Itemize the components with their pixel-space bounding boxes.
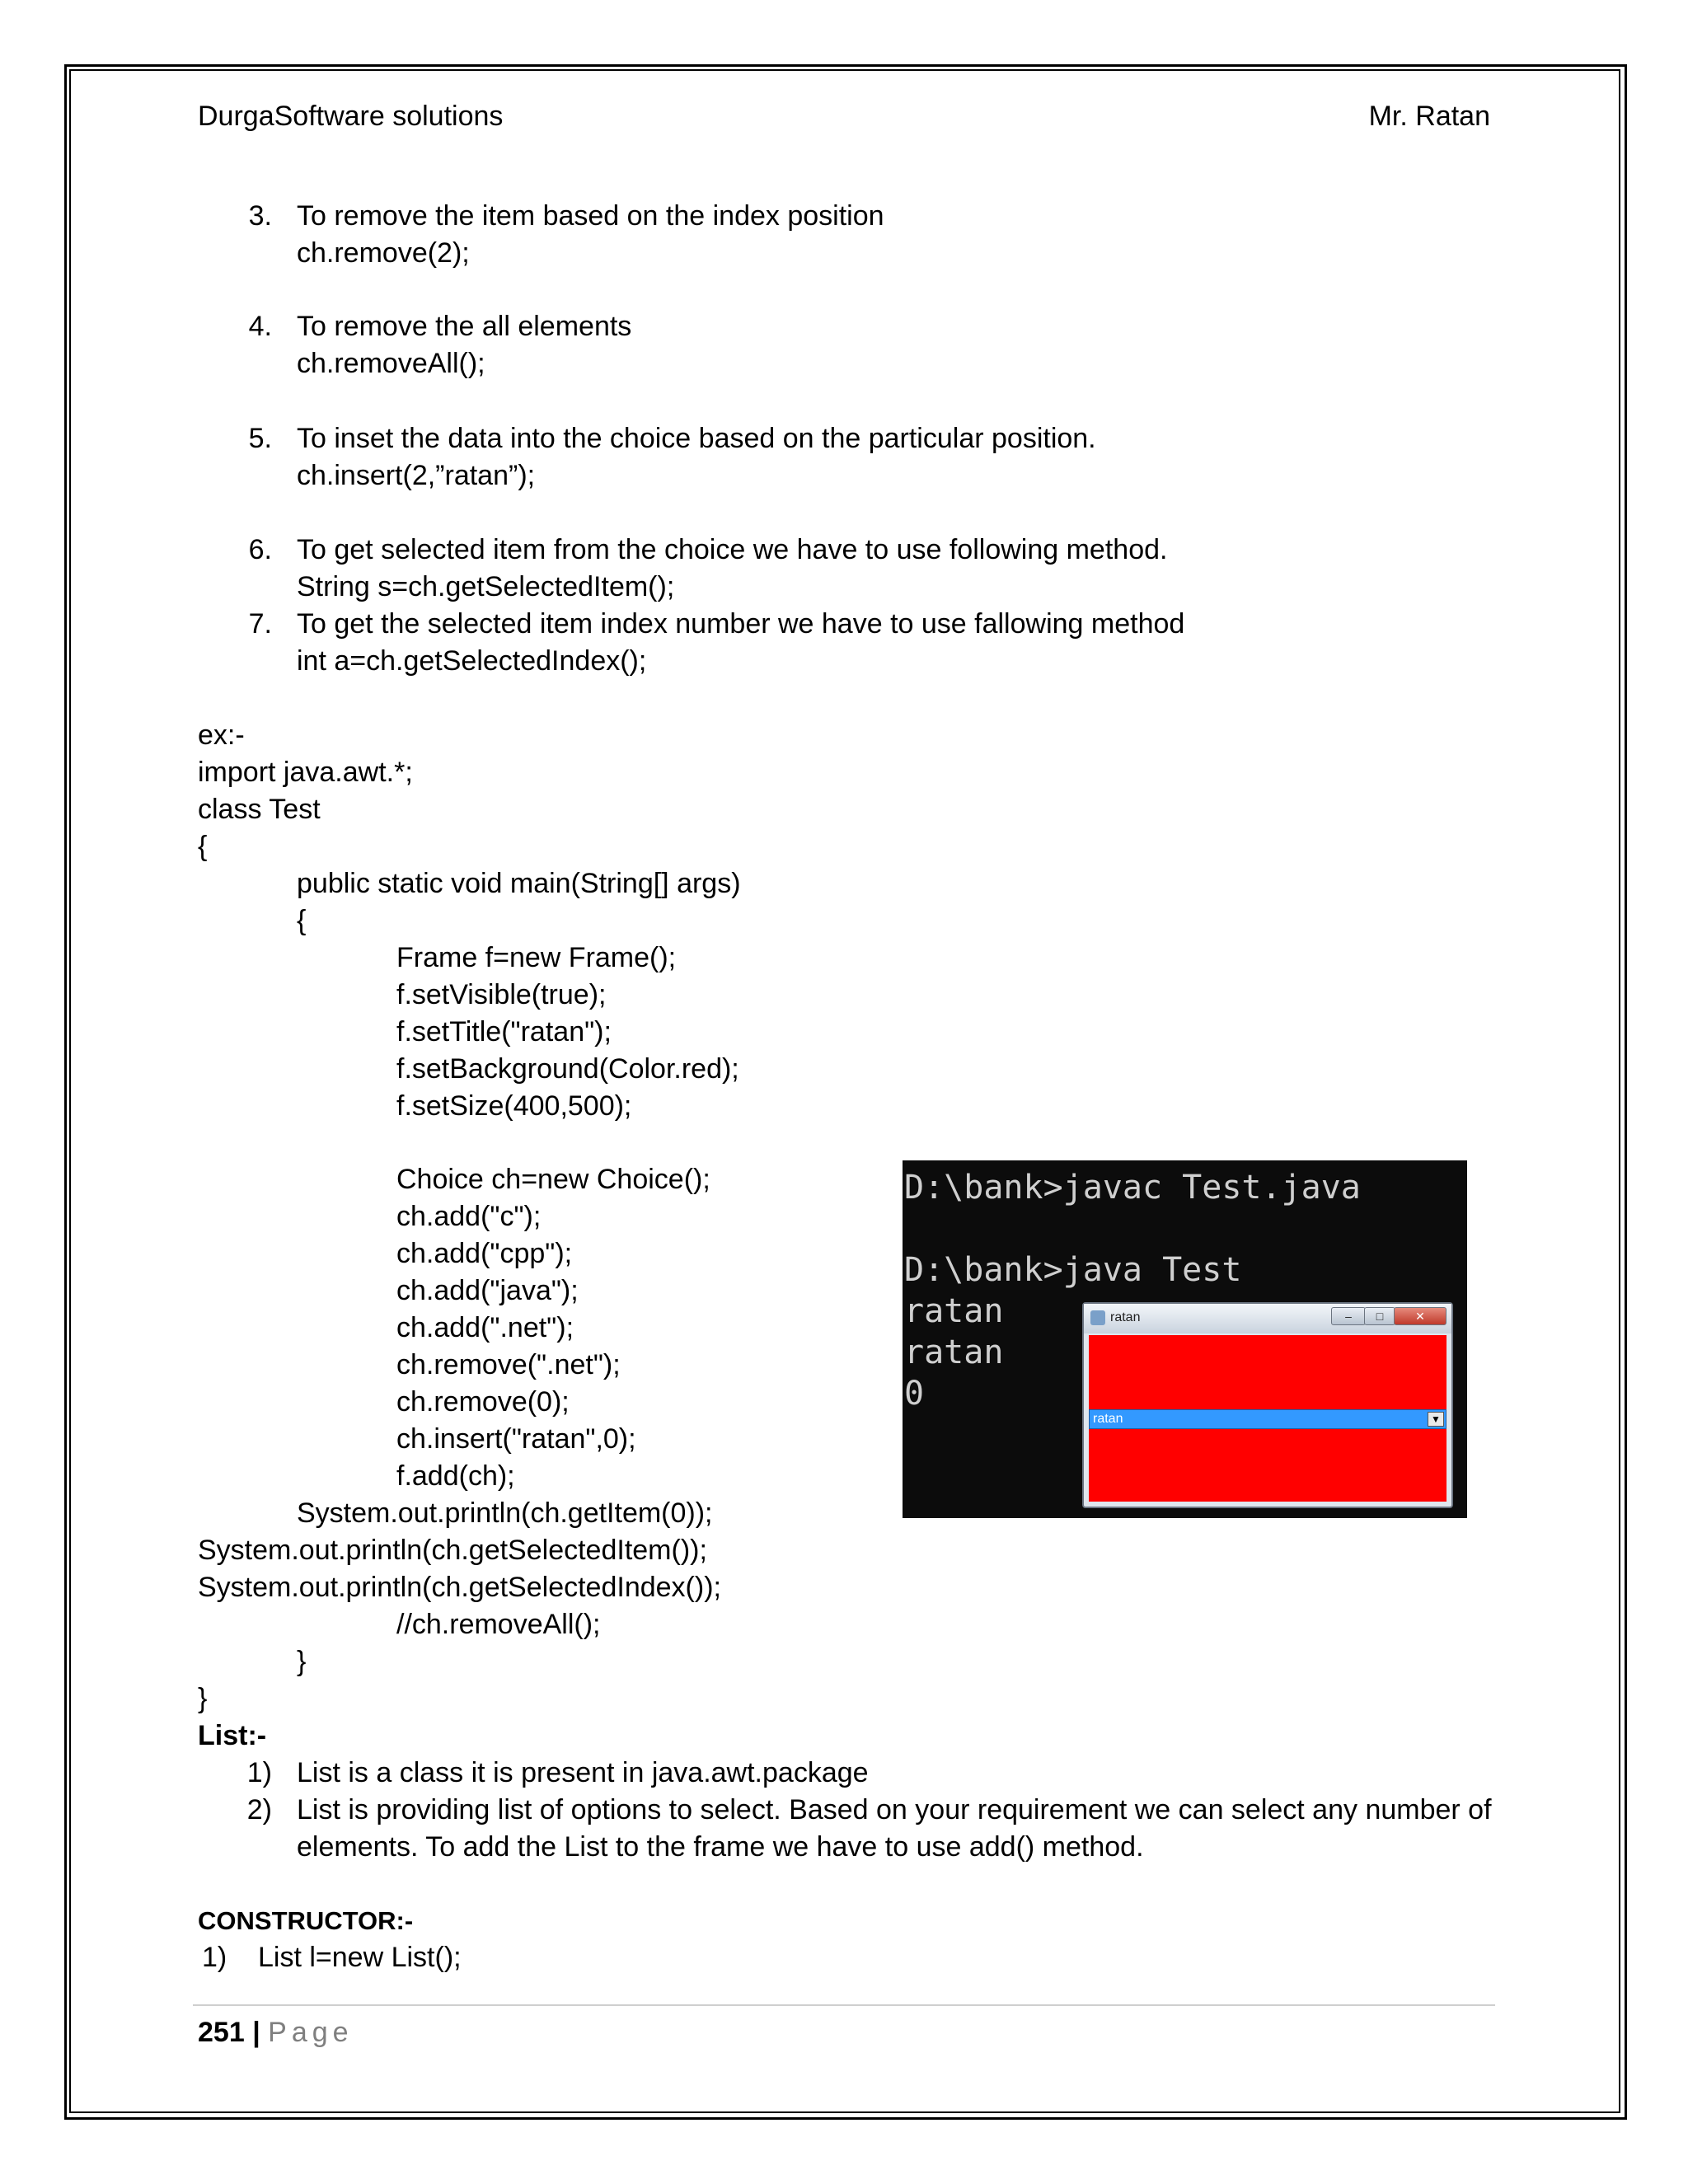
- choice-dropdown: [1089, 1409, 1447, 1429]
- code-line: f.setVisible(true);: [396, 979, 607, 1010]
- footer-divider: [193, 2004, 1495, 2006]
- console-line: ratan: [904, 1292, 1004, 1330]
- console-screenshot: [903, 1160, 1467, 1518]
- code-line: System.out.println(ch.getItem(0));: [297, 1497, 713, 1529]
- code-line: ch.add(".net");: [396, 1312, 574, 1343]
- code-line: }: [198, 1683, 208, 1714]
- console-line: 0: [904, 1375, 925, 1413]
- list-item-number: 2): [246, 1794, 272, 1825]
- chevron-down-icon: ▼: [1428, 1412, 1444, 1427]
- page-number: 251: [198, 2017, 245, 2048]
- list-item-number: 5.: [248, 423, 272, 454]
- code-line: ch.remove(0);: [396, 1386, 570, 1418]
- list-item-description: To get selected item from the choice we have to use following method.: [297, 534, 1168, 565]
- maximize-icon: □: [1364, 1307, 1395, 1325]
- list-item-code: ch.remove(2);: [297, 237, 470, 269]
- window-titlebar: [1084, 1304, 1451, 1333]
- list-item-number: 1): [246, 1757, 272, 1788]
- header-author: Mr. Ratan: [1368, 101, 1490, 132]
- code-line: ch.remove(".net");: [396, 1349, 621, 1380]
- code-line: ch.add("c");: [396, 1201, 542, 1232]
- console-line: D:\bank>javac Test.java: [904, 1169, 1361, 1207]
- example-label: ex:-: [198, 719, 245, 751]
- java-app-icon: [1090, 1310, 1105, 1325]
- list-item-number: 7.: [248, 608, 272, 640]
- frame-content-area: [1089, 1335, 1447, 1502]
- header-company: DurgaSoftware solutions: [198, 101, 504, 132]
- code-line: f.add(ch);: [396, 1460, 515, 1492]
- list-item-text: List l=new List();: [258, 1942, 462, 1973]
- code-line: ch.add("java");: [396, 1275, 579, 1306]
- code-line: {: [198, 831, 208, 862]
- code-line: f.setSize(400,500);: [396, 1090, 632, 1122]
- list-item-description: To remove the item based on the index position: [297, 200, 884, 232]
- code-line: {: [297, 905, 307, 936]
- awt-frame-window: [1082, 1302, 1453, 1508]
- code-line: ch.insert("ratan",0);: [396, 1423, 636, 1455]
- code-line: class Test: [198, 794, 321, 825]
- section-title-list: List:-: [198, 1720, 267, 1751]
- page-footer: [198, 2014, 354, 2051]
- list-item-code: int a=ch.getSelectedIndex();: [297, 645, 647, 677]
- code-line: Frame f=new Frame();: [396, 942, 677, 973]
- list-item-text: List is providing list of options to select. Based on your requirement we can select any number of: [297, 1794, 1492, 1825]
- list-item-description: To remove the all elements: [297, 311, 632, 342]
- console-line: D:\bank>java Test: [904, 1251, 1242, 1289]
- window-title: ratan: [1110, 1310, 1141, 1324]
- code-line: f.setBackground(Color.red);: [396, 1053, 739, 1085]
- list-item-number: 3.: [248, 200, 272, 232]
- page-label: Page: [268, 2017, 354, 2048]
- code-line: import java.awt.*;: [198, 757, 413, 788]
- code-line: f.setTitle("ratan");: [396, 1016, 612, 1047]
- console-line: ratan: [904, 1333, 1004, 1371]
- list-item-number: 4.: [248, 311, 272, 342]
- list-item-description: To inset the data into the choice based on the particular position.: [297, 423, 1096, 454]
- footer-separator: |: [252, 2017, 260, 2048]
- code-line: ch.add("cpp");: [396, 1238, 573, 1269]
- list-item-code: ch.removeAll();: [297, 348, 485, 379]
- list-item-text: List is a class it is present in java.awt.package: [297, 1757, 869, 1788]
- code-line: public static void main(String[] args): [297, 868, 741, 899]
- code-line: Choice ch=new Choice();: [396, 1164, 710, 1195]
- list-item-code: ch.insert(2,”ratan”);: [297, 460, 536, 491]
- code-line: System.out.println(ch.getSelectedItem());: [198, 1535, 707, 1566]
- list-item-code: String s=ch.getSelectedItem();: [297, 571, 675, 602]
- section-title-constructor: CONSTRUCTOR:-: [198, 1906, 414, 1935]
- code-line: }: [297, 1646, 307, 1677]
- close-icon: ✕: [1394, 1307, 1447, 1325]
- code-line: System.out.println(ch.getSelectedIndex());: [198, 1572, 721, 1603]
- list-item-description: To get the selected item index number we have to use fallowing method: [297, 608, 1185, 640]
- code-line: //ch.removeAll();: [396, 1609, 601, 1640]
- list-item-number: 1): [202, 1942, 227, 1973]
- list-item-text-continued: elements. To add the List to the frame we have to use add() method.: [297, 1831, 1144, 1863]
- list-item-number: 6.: [248, 534, 272, 565]
- choice-selected-value: ratan: [1093, 1412, 1123, 1426]
- minimize-icon: ‒: [1331, 1307, 1366, 1325]
